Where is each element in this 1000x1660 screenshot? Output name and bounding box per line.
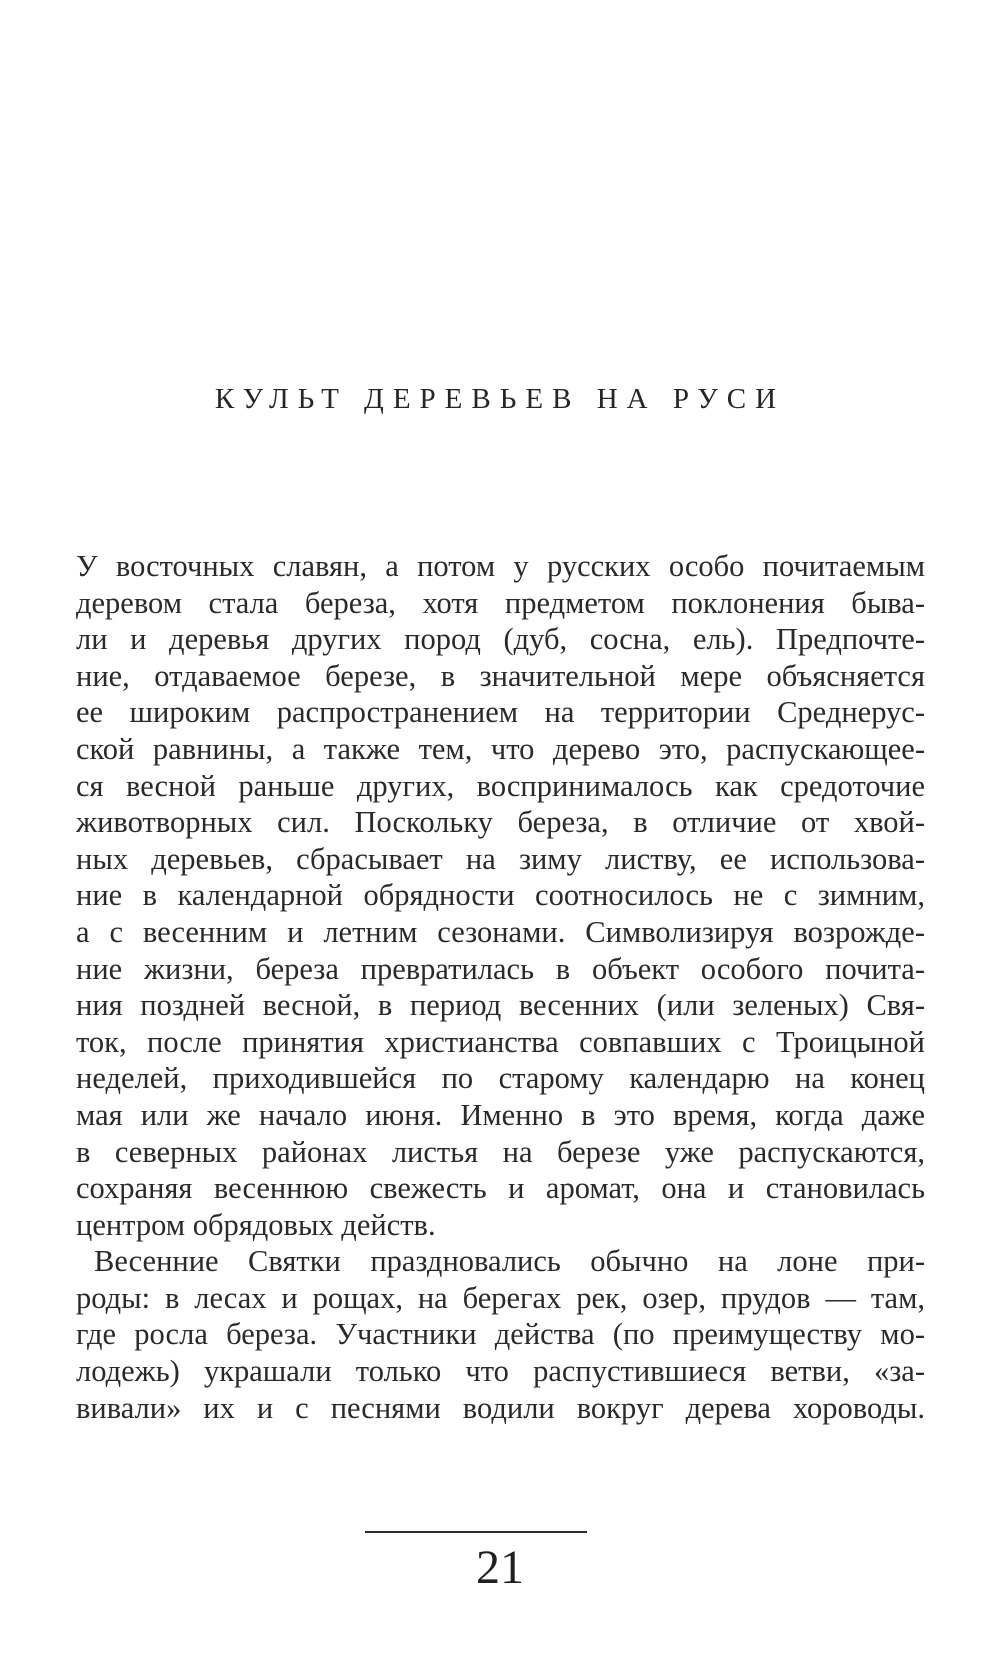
text-line: ние, отдаваемое березе, в значительной мере объясняется	[76, 658, 925, 693]
body-text	[76, 548, 925, 1426]
text-line: ее широким распространением на территории Среднерус-	[76, 695, 925, 730]
paragraph-1	[76, 548, 925, 1243]
text-line: вивали» их и с песнями водили вокруг дерева хороводы.	[76, 1390, 925, 1425]
text-line: животворных сил. Поскольку береза, в отличие от хвой-	[76, 805, 925, 840]
text-line: деревом стала береза, хотя предметом поклонения быва-	[76, 585, 925, 620]
text-line: роды: в лесах и рощах, на берегах рек, озер, прудов — там,	[76, 1280, 925, 1315]
text-line: ние жизни, береза превратилась в объект особого почита-	[76, 951, 925, 986]
text-line: мая или же начало июня. Именно в это время, когда даже	[76, 1097, 925, 1132]
text-line: ние в календарной обрядности соотносилось не с зимним,	[76, 878, 925, 913]
paragraph-2	[76, 1243, 925, 1426]
text-line: Весенние Святки праздновались обычно на лоне при-	[94, 1244, 925, 1279]
text-line: ской равнины, а также тем, что дерево это, распускающее-	[76, 731, 925, 766]
text-line: лодежь) украшали только что распустившиеся ветви, «за-	[76, 1354, 925, 1389]
text-line: ток, после принятия христианства совпавших с Троицыной	[76, 1024, 925, 1059]
chapter-title: КУЛЬТ ДЕРЕВЬЕВ НА РУСИ	[214, 383, 786, 415]
text-line: центром обрядовых действ.	[76, 1207, 436, 1242]
text-line: У восточных славян, а потом у русских особо почитаемым	[76, 549, 925, 583]
page-number: 21	[476, 1541, 524, 1594]
text-line: ли и деревья других пород (дуб, сосна, ель). Предпочте-	[76, 622, 925, 657]
text-line: неделей, приходившейся по старому календарю на конец	[76, 1061, 925, 1096]
text-line: а с весенним и летним сезонами. Символизируя возрожде-	[76, 914, 925, 949]
text-line: ния поздней весной, в период весенних (или зеленых) Свя-	[76, 988, 925, 1023]
text-line: в северных районах листья на березе уже распускаются,	[76, 1134, 925, 1169]
text-line: где росла береза. Участники действа (по преимуществу мо-	[76, 1317, 925, 1352]
text-line: сохраняя весеннюю свежесть и аромат, она и становилась	[76, 1171, 925, 1206]
text-line: ся весной раньше других, воспринималось как средоточие	[76, 768, 925, 803]
footer-rule	[365, 1531, 587, 1533]
text-line: ных деревьев, сбрасывает на зиму листву, ее использова-	[76, 841, 925, 876]
